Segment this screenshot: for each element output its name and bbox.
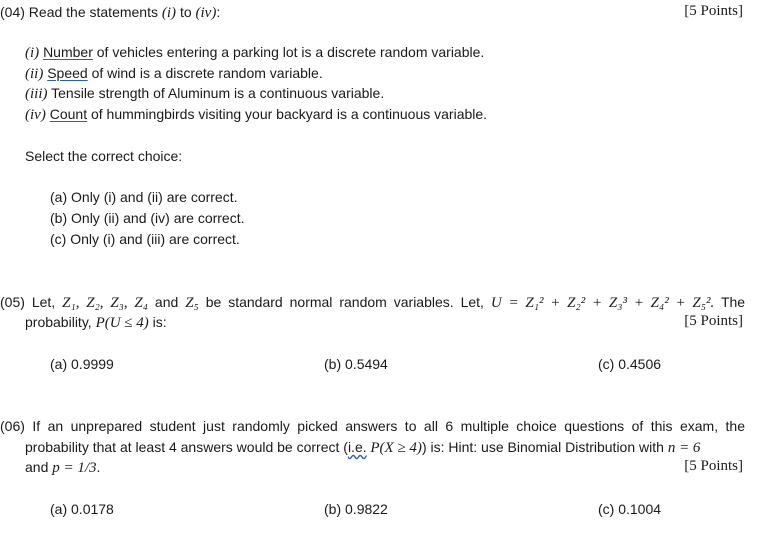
q06-line1-text: If an unprepared student just randomly picked answers to all 6 multiple choice questions of this exam, the <box>32 418 745 434</box>
q05-number: (05) <box>0 294 25 310</box>
option-label: (c) <box>598 501 615 517</box>
q05-vars: Z₁, Z₂, Z₃, Z₄ <box>62 295 148 311</box>
q06-ie: i.e. <box>347 439 367 455</box>
q04-prompt: Read the statements <box>28 4 158 20</box>
q06-probability-expr: P(X ≥ 4) <box>366 440 422 456</box>
q04-choice-a[interactable] <box>50 188 238 206</box>
option-value: 0.1004 <box>618 501 662 517</box>
q05-option-a[interactable] <box>50 355 114 373</box>
q04-prompt-end: : <box>216 4 221 20</box>
q05-points: [5 Points] <box>684 313 743 329</box>
q05-line-2 <box>25 313 167 332</box>
statement-key: Speed <box>47 65 88 81</box>
q06-option-c[interactable] <box>598 500 661 518</box>
q06-line-1 <box>0 417 745 435</box>
q05-mid: be standard normal random variables. Let, <box>205 294 484 310</box>
choice-label: (a) <box>50 189 68 205</box>
statement-label: (iii) <box>25 86 48 102</box>
q04-statement-4 <box>25 105 487 124</box>
q04-range-start: (i) <box>161 5 177 21</box>
statement-key: Count <box>49 106 88 122</box>
q05-intro: Let, <box>31 294 56 310</box>
q06-option-a[interactable] <box>50 500 114 518</box>
option-value: 0.4506 <box>618 356 662 372</box>
q04-statement-1 <box>25 43 484 62</box>
q04-choice-b[interactable] <box>50 209 245 227</box>
q04-range-end: (iv) <box>195 5 217 21</box>
q04-number: (04) <box>0 4 25 20</box>
choice-text: Only (i) and (iii) are correct. <box>70 231 240 247</box>
q05-line2-end: is: <box>148 314 167 330</box>
q06-p-expr: p = 1/3 <box>52 460 97 476</box>
statement-text: Tensile strength of Aluminum is a continuous variable. <box>51 85 385 101</box>
q06-line-3 <box>25 458 100 477</box>
q05-line-1 <box>0 293 745 312</box>
option-label: (b) <box>324 356 342 372</box>
choice-text: Only (i) and (ii) are correct. <box>71 189 238 205</box>
choice-text: Only (ii) and (iv) are correct. <box>71 210 245 226</box>
option-label: (a) <box>50 501 68 517</box>
q06-line-2 <box>25 438 700 457</box>
q06-line2-b: ) is: Hint: use Binomial Distribution with <box>421 439 668 455</box>
option-label: (a) <box>50 356 68 372</box>
q06-line3-a: and <box>25 459 53 475</box>
choice-label: (c) <box>50 231 67 247</box>
option-value: 0.0178 <box>71 501 114 517</box>
q04-statement-3 <box>25 84 384 103</box>
option-label: (b) <box>324 501 342 517</box>
q05-last-var: Z₅ <box>185 295 199 311</box>
q04-choice-c[interactable] <box>50 230 240 248</box>
statement-label: (ii) <box>25 66 44 82</box>
q05-formula: U = Z₁² + Z₂² + Z₃³ + Z₄² + Z₅². <box>490 295 715 311</box>
q06-number: (06) <box>0 418 25 434</box>
q04-select-text: Select the correct choice: <box>25 148 183 164</box>
option-value: 0.9999 <box>71 356 114 372</box>
q04-points: [5 Points] <box>684 3 743 19</box>
option-value: 0.9822 <box>345 501 388 517</box>
choice-label: (b) <box>50 210 68 226</box>
q05-probability-expr: P(U ≤ 4) <box>95 315 149 331</box>
q05-the: The <box>720 294 746 310</box>
q06-line3-b: . <box>96 459 101 475</box>
statement-text: of wind is a discrete random variable. <box>87 65 323 81</box>
q04-prompt-mid: to <box>179 4 192 20</box>
q06-line2-a: probability that at least 4 answers would be correct ( <box>25 439 348 455</box>
statement-text: of vehicles entering a parking lot is a discrete random variable. <box>92 44 485 60</box>
statement-key: Number <box>43 44 93 60</box>
q06-points: [5 Points] <box>684 458 743 474</box>
q05-option-c[interactable] <box>598 355 661 373</box>
q04-header <box>0 3 220 22</box>
option-label: (c) <box>598 356 615 372</box>
statement-text: of hummingbirds visiting your backyard is a continuous variable. <box>87 106 488 122</box>
q05-line2-text: probability, <box>25 314 92 330</box>
q05-option-b[interactable] <box>324 355 388 373</box>
q06-n-expr: n = 6 <box>667 440 701 456</box>
option-value: 0.5494 <box>345 356 388 372</box>
statement-label: (iv) <box>25 107 46 123</box>
q06-option-b[interactable] <box>324 500 388 518</box>
statement-label: (i) <box>25 45 40 61</box>
q04-statement-2 <box>25 64 323 83</box>
q05-and: and <box>154 294 179 310</box>
